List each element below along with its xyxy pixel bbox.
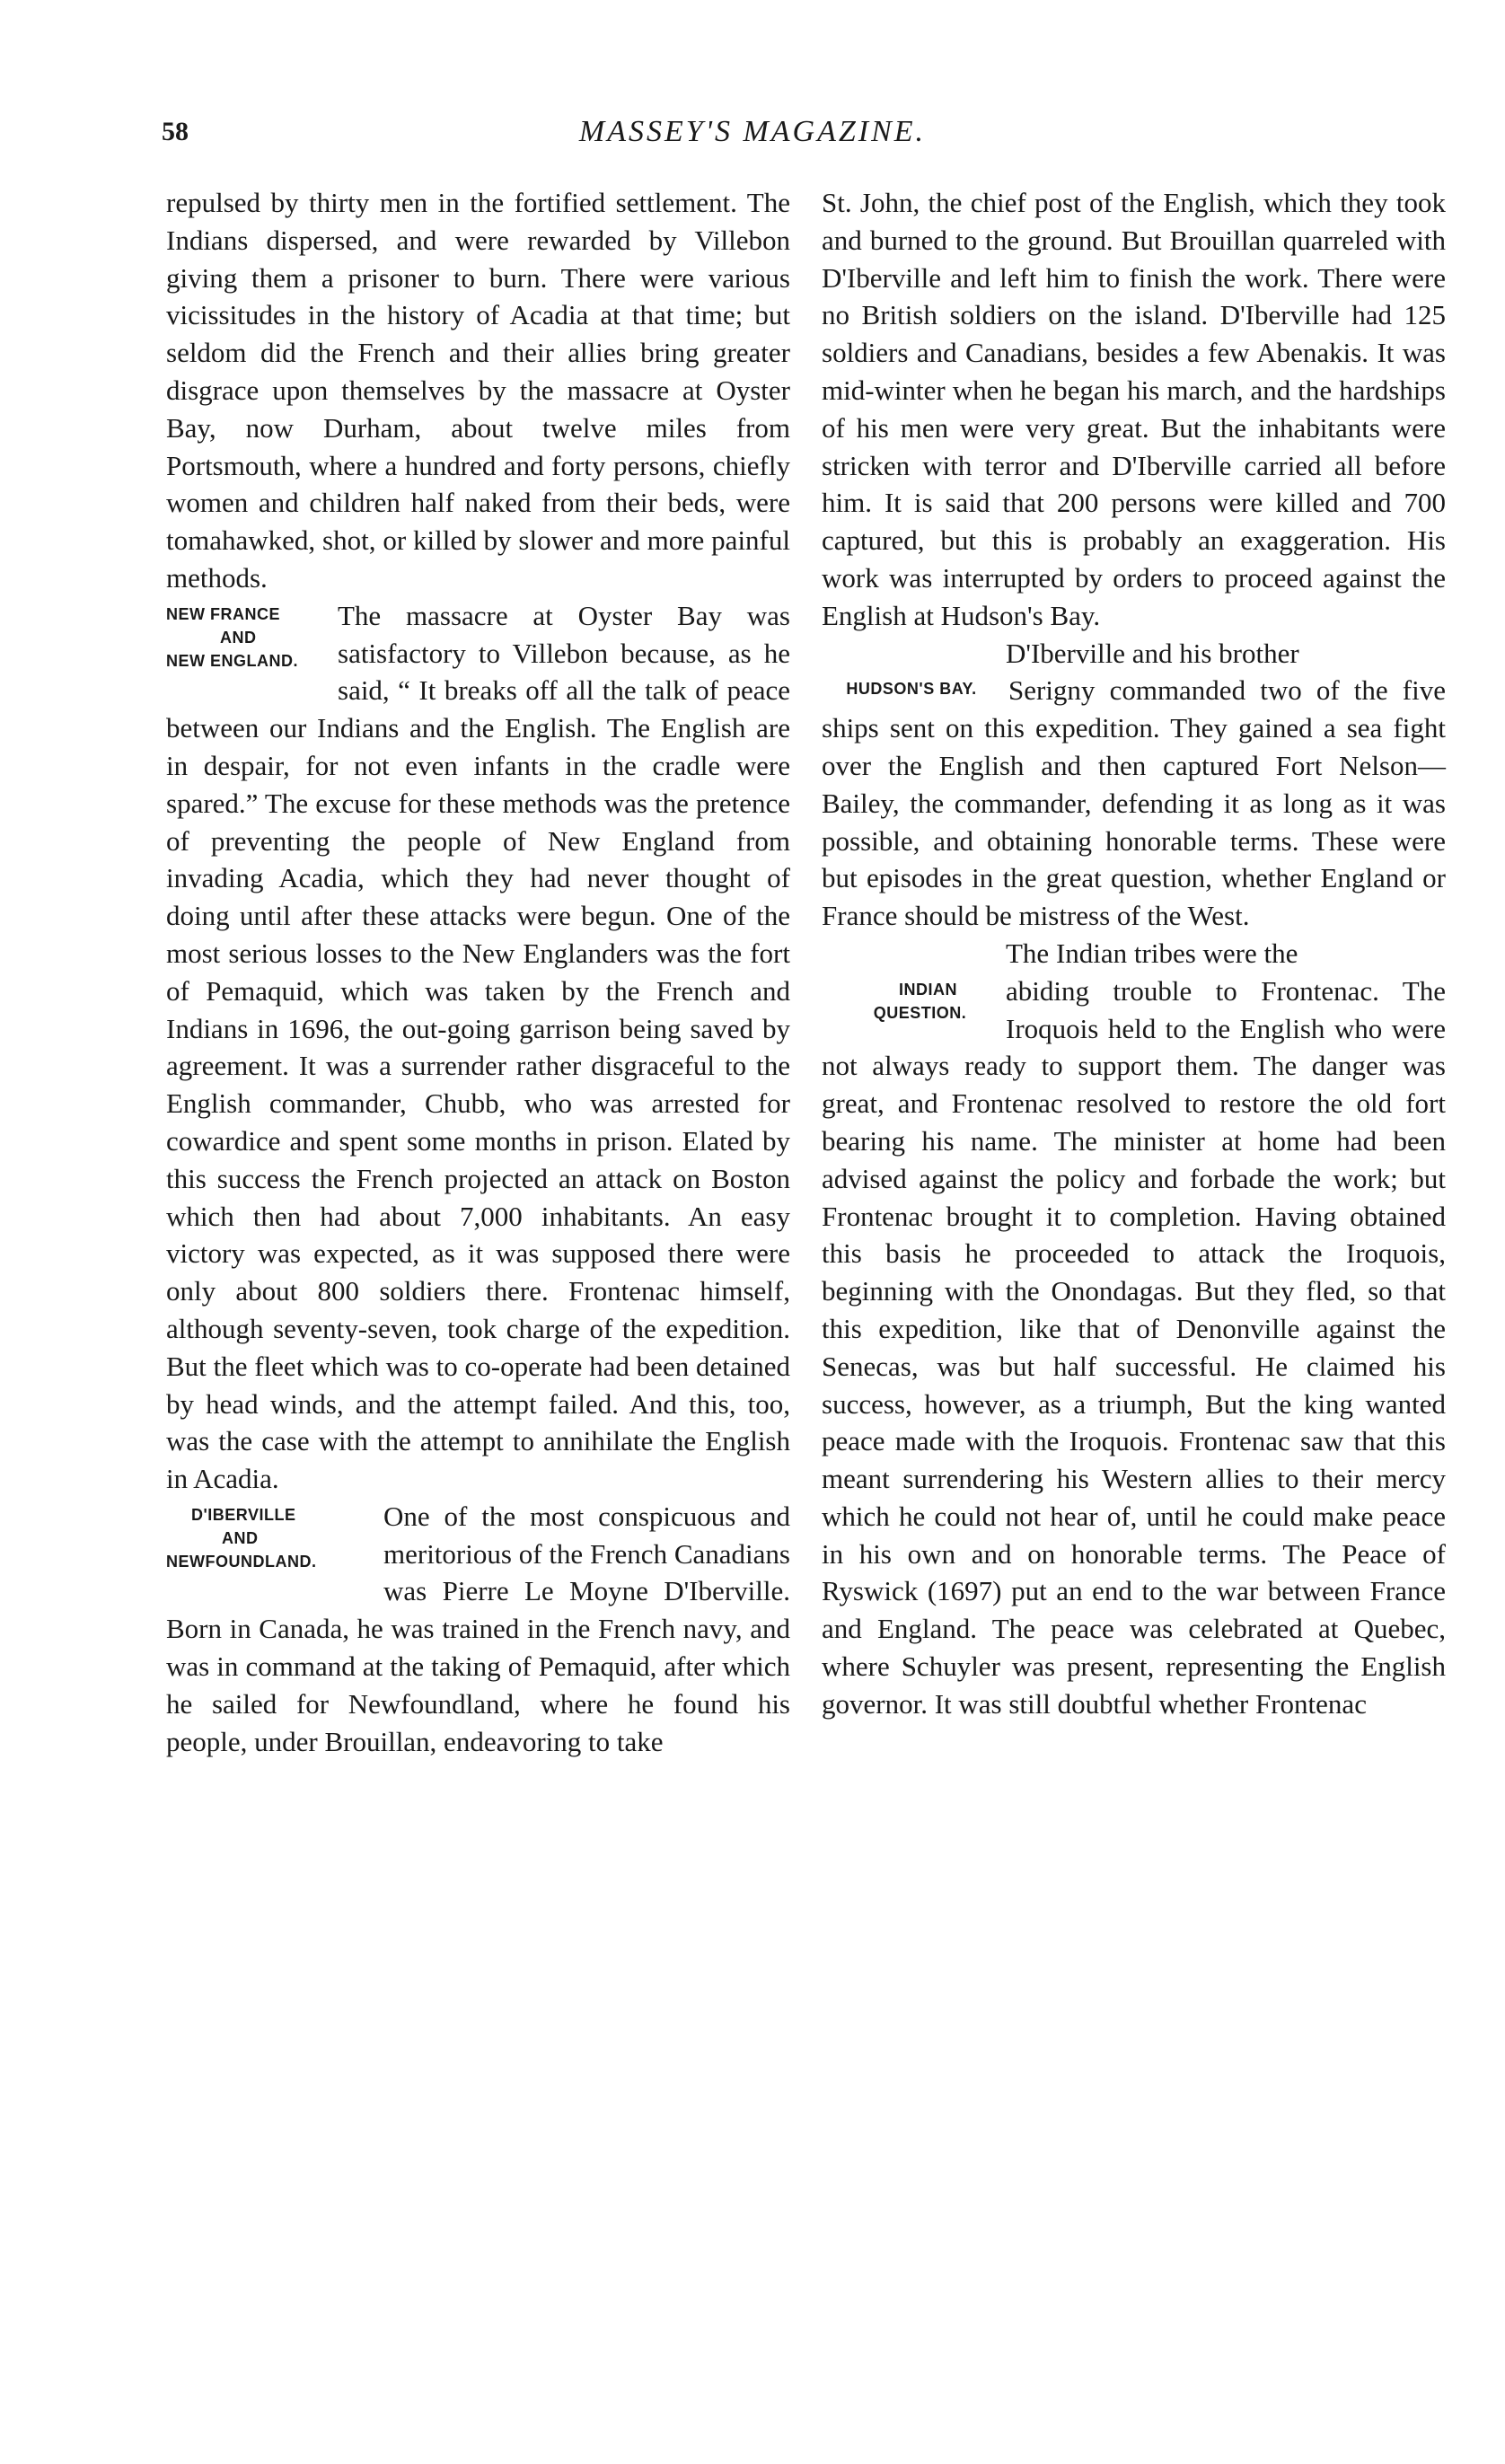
sidenote-diberville-newfoundland [166, 1503, 373, 1573]
sidenote-new-france-new-england [166, 603, 323, 673]
left-paragraph-3-wrap [166, 1498, 790, 1761]
right-paragraph-2: Serigny commanded two of the five ships sent on this expedition. They gained a sea fight over the English and then captured Fort Nelson—Bailey, the commander, defending it as long as it was possible, and obtaining honorable terms. These were but episodes in the great question, whether England or France should be mistress of the West. [822, 674, 1446, 932]
sidenote-hudsons-bay [822, 677, 1001, 700]
sidenote-line: INDIAN [899, 980, 957, 999]
right-paragraph-3-lead: The Indian tribes were the [1006, 937, 1298, 969]
sidenote-line: AND [222, 1528, 259, 1547]
right-paragraph-1: St. John, the chief post of the English, which they took and burned to the ground. But Brouillan quarreled with D'Iberville and left him to finish the work. There were no British soldiers on the island. D'Iberville had 125 soldiers and Canadians, besides a few Abenakis. It was mid-winter when he began his march, and the hardships of his men were very great. But the inhabitants were stricken with terror and D'Iberville carried all before him. It is said that 200 persons were killed and 700 captured, but this is probably an exaggeration. His work was interrupted by orders to proceed against the English at Hudson's Bay. [822, 187, 1446, 631]
right-paragraph-3: abiding trouble to Frontenac. The Iroquois held to the English who were not always ready to support them. The danger was great, and Frontenac resolved to restore the old fort bearing his name. The minister at home had been advised against the policy and forbade the work; but Frontenac brought it to completion. Having obtained this basis he proceeded to attack the Iroquois, beginning with the Onondagas. But they fled, so that this expedition, like that of Denonville against the Senecas, was but half successful. He claimed his success, however, as a triumph, But the king wanted peace made with the Iroquois. Frontenac saw that this meant surrendering his Western allies to their mercy which he could not hear of, until he could make peace in his own and on honorable terms. The Peace of Ryswick (1697) put an end to the war between France and England. The peace was celebrated at Quebec, where Schuyler was present, representing the English governor. It was still doubtful whether Frontenac [822, 974, 1446, 1720]
page-number: 58 [162, 117, 189, 146]
sidenote-indian-question [822, 978, 997, 1025]
right-column [822, 184, 1446, 1723]
sidenote-line: D'IBERVILLE [191, 1505, 296, 1524]
left-paragraph-2: The massacre at Oyster Bay was satisfactory to Villebon because, as he said, “ It breaks off all the talk of peace between our Indians and the English. The English are in despair, for not even infants in the cradle were spared.” The excuse for these methods was the pretence of preventing the people of New England from invading Acadia, which they had never thought of doing until after these attacks were begun. One of the most serious losses to the New Englanders was the fort of Pemaquid, which was taken by the French and Indians in 1696, the out-going garrison being saved by agreement. It was a surrender rather disgraceful to the English commander, Chubb, who was arrested for cowardice and spent some months in prison. Elated by this success the French projected an attack on Boston which then had about 7,000 inhabitants. An easy victory was expected, as it was supposed there were only about 800 soldiers there. Frontenac himself, although seventy-seven, took charge of the expedition. But the fleet which was to co-operate had been detained by head winds, and the attempt failed. And this, too, was the case with the attempt to annihilate the English in Acadia. [166, 599, 790, 1495]
sidenote-line: HUDSON'S BAY. [846, 680, 977, 699]
sidenote-line: AND [220, 628, 257, 647]
sidenote-line: NEWFOUNDLAND. [166, 1552, 317, 1571]
right-paragraph-3-wrap [822, 972, 1446, 1723]
left-paragraph-3: One of the most conspicuous and meritorious of the French Canadians was Pierre Le Moyne D'Iberville. Born in Canada, he was trained in the French navy, and was in command at the taking of Pemaquid, after which he sailed for Newfoundland, where he found his people, under Brouillan, endeavoring to take [166, 1500, 790, 1757]
sidenote-line: NEW ENGLAND. [166, 651, 298, 670]
right-paragraph-2-lead: D'Iberville and his brother [1006, 637, 1299, 669]
right-paragraph-2-wrap [822, 672, 1446, 935]
left-column [166, 184, 790, 1760]
left-paragraph-2-wrap [166, 597, 790, 1498]
left-paragraph-1: repulsed by thirty men in the fortified settlement. The Indians dispersed, and were rewarded by Villebon giving them a prisoner to burn. There were various vicissitudes in the history of Acadia at that time; but seldom did the French and their allies bring greater disgrace upon themselves by the massacre at Oyster Bay, now Durham, about twelve miles from Portsmouth, where a hundred and forty persons, chiefly women and children half naked from their beds, were tomahawked, shot, or killed by slower and more painful methods. [166, 187, 790, 594]
running-title: MASSEY'S MAGAZINE. [578, 115, 927, 148]
sidenote-line: NEW FRANCE [166, 604, 280, 623]
sidenote-line: QUESTION. [873, 1003, 967, 1022]
